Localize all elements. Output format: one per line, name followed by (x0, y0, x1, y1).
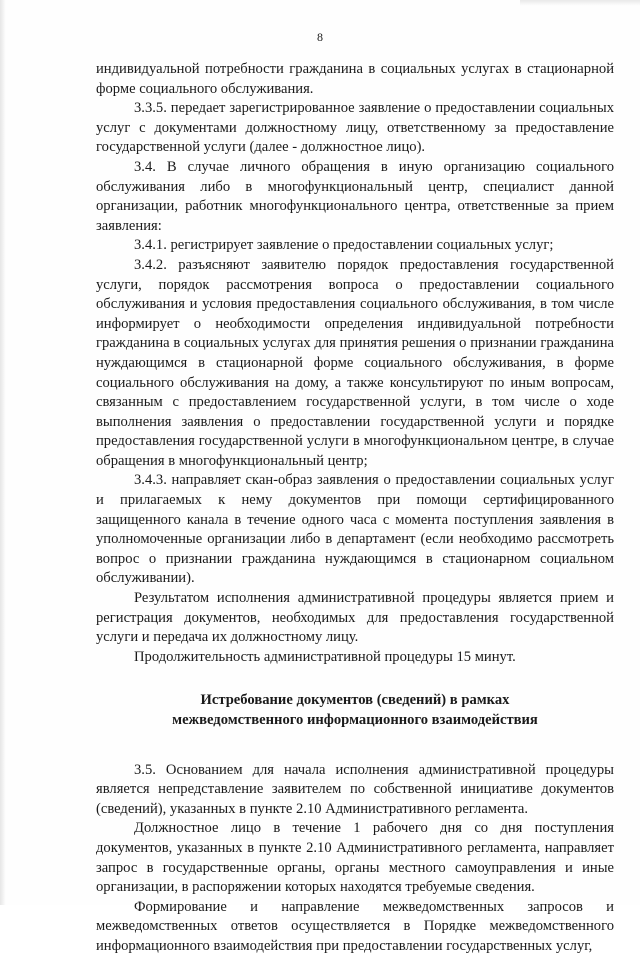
section-heading-line-1: Истребование документов (сведений) в рамках (200, 692, 510, 709)
paragraph-3-4: 3.4. В случае личного обращения в иную организацию социального обслуживания либо в многофункциональный центр, специалист данной организации, работник многофункционального центра, ответственные за прием заявления: (96, 158, 614, 234)
document-body (96, 60, 614, 957)
page-number: 8 (317, 30, 323, 44)
paragraph-3-5: 3.5. Основанием для начала исполнения административной процедуры является непредставление заявителем по собственной инициативе документов (сведений), указанных в пункте 2.10 Административного регламента. (96, 761, 614, 817)
section-heading (96, 691, 614, 730)
section-heading-line-2: межведомственного информационного взаимодействия (172, 712, 538, 728)
paragraph-3-3-5: 3.3.5. передает зарегистрированное заявление о предоставлении социальных услуг с документами должностному лицу, ответственному за предоставление государственной услуги (далее - должностное лицо). (96, 100, 614, 156)
scan-left-edge (0, 0, 6, 905)
paragraph-result: Результатом исполнения административной процедуры является прием и регистрация документов, необходимых для предоставления государственной услуги и передача их должностному лицу. (96, 590, 614, 646)
paragraph-3-4-2: 3.4.2. разъясняют заявителю порядок предоставления государственной услуги, порядок рассмотрения вопроса о предоставлении социального обслуживания и условия предоставления социального обслуживания, в том числе информирует о необходимости определения индивидуальной потребности гражданина в социальных услугах для принятия решения о признании гражданина нуждающимся в стационарной форме социального обслуживания, в форме социального обслуживания на дому, а также консультируют по иным вопросам, связанным с предоставлением государственной услуги, в том числе о ходе выполнения заявления о предоставлении государственной услуги и порядке предоставления государственной услуги в многофункциональном центре, в случае обращения в многофункциональный центр; (96, 256, 614, 469)
paragraph-formation: Формирование и направление межведомственных запросов и межведомственных ответов осуществляется в Порядке межведомственного информационного взаимодействия при предоставлении государственных услуг, (96, 898, 614, 954)
paragraph-official: Должностное лицо в течение 1 рабочего дня со дня поступления документов, указанных в пункте 2.10 Административного регламента, направляет запрос в государственные органы, органы местного самоуправления и иные организации, в распоряжении которых находятся требуемые сведения. (96, 820, 614, 896)
scan-top-edge (520, 0, 640, 6)
paragraph-3-4-3: 3.4.3. направляет скан-образ заявления о предоставлении социальных услуг и прилагаемых к нему документов при помощи сертифицированного защищенного канала в течение одного часа с момента поступления заявления в уполномоченные организации либо в департамент (если необходимо рассмотреть вопрос о признании гражданина нуждающимся в стационарном социальном обслуживании). (96, 472, 614, 587)
paragraph-continuation: индивидуальной потребности гражданина в социальных услугах в стационарной форме социального обслуживания. (96, 61, 614, 97)
paragraph-3-4-1: 3.4.1. регистрирует заявление о предоставлении социальных услуг; (134, 237, 554, 254)
paragraph-duration: Продолжительность административной процедуры 15 минут. (134, 648, 516, 665)
